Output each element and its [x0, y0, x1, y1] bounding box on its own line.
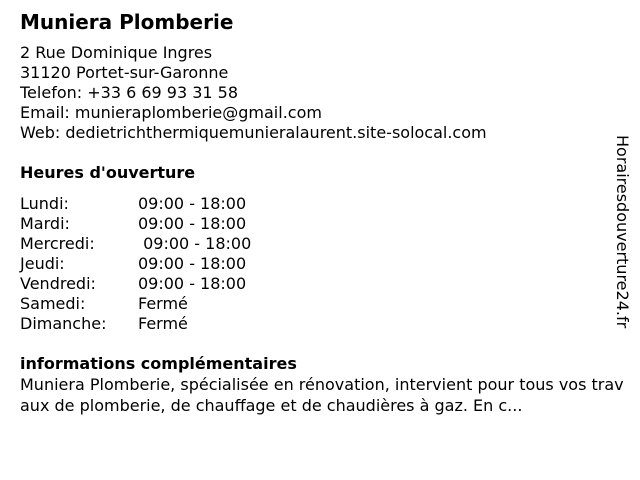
website: Web: dedietrichthermiquemunieralaurent.site-solocal.com — [20, 123, 487, 142]
day-label: Dimanche: — [20, 314, 107, 333]
phone: Telefon: +33 6 69 93 31 58 — [20, 83, 239, 102]
contact-block — [20, 43, 487, 143]
day-label: Jeudi: — [20, 254, 65, 273]
business-name: Muniera Plomberie — [20, 10, 234, 34]
email: Email: munieraplomberie@gmail.com — [20, 103, 322, 122]
time-value: 09:00 - 18:00 — [138, 214, 247, 233]
hours-title: Heures d'ouverture — [20, 163, 196, 182]
hours-row — [20, 194, 251, 214]
hours-row — [20, 234, 251, 254]
address-line-2: 31120 Portet-sur-Garonne — [20, 63, 229, 82]
day-label: Vendredi: — [20, 274, 96, 293]
hours-row — [20, 314, 251, 334]
time-value: Fermé — [138, 294, 188, 313]
hours-row — [20, 214, 251, 234]
time-value: 09:00 - 18:00 — [138, 274, 247, 293]
time-value: 09:00 - 18:00 — [138, 254, 247, 273]
time-value: 09:00 - 18:00 — [138, 234, 252, 253]
day-label: Mardi: — [20, 214, 70, 233]
time-value: Fermé — [138, 314, 188, 333]
hours-table — [20, 194, 251, 334]
hours-row — [20, 274, 251, 294]
day-label: Lundi: — [20, 194, 69, 213]
hours-row — [20, 294, 251, 314]
time-value: 09:00 - 18:00 — [138, 194, 247, 213]
description-text: Muniera Plomberie, spécialisée en rénovation, intervient pour tous vos travaux de plomberie, de chauffage et de chaudières à gaz. En c... — [20, 375, 624, 415]
day-label: Samedi: — [20, 294, 86, 313]
day-label: Mercredi: — [20, 234, 95, 253]
side-brand-text: Horairesdouverture24.fr — [613, 135, 632, 329]
info-title: informations complémentaires — [20, 354, 297, 373]
address-line-1: 2 Rue Dominique Ingres — [20, 43, 213, 62]
hours-row — [20, 254, 251, 274]
